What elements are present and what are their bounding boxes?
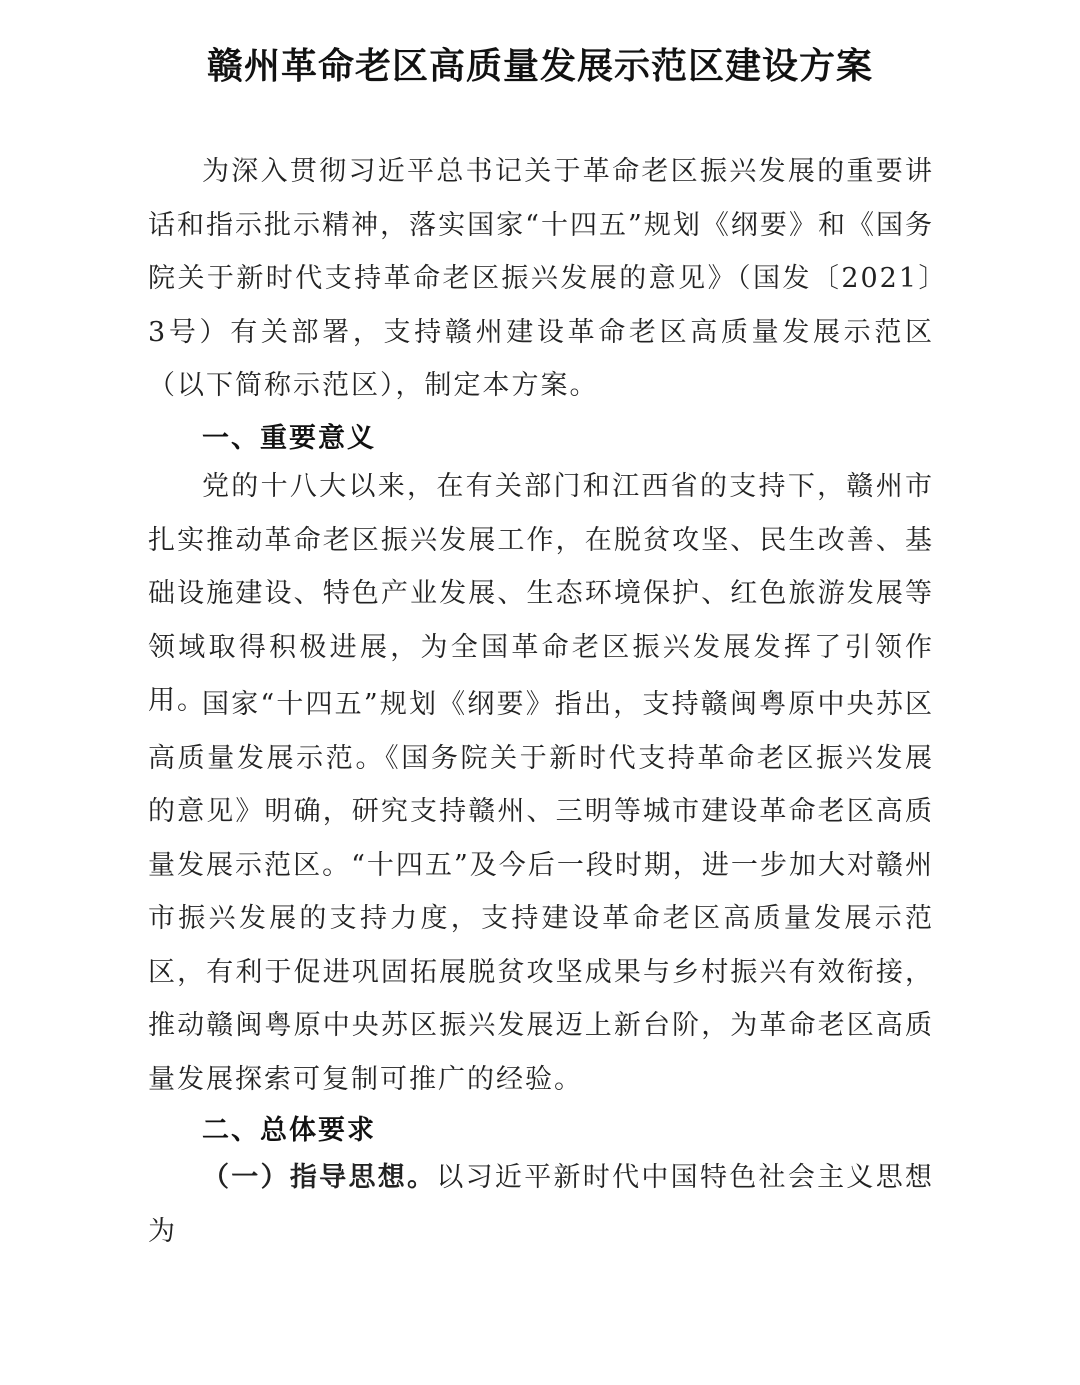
significance-paragraph-2: 国家“十四五”规划《纲要》指出，支持赣闽粤原中央苏区高质量发展示范。《国务院关于新时代支持革命老区振兴发展的意见》明确，研究支持赣州、三明等城市建设革命老区高质量发展示范区。“十四五”及今后一段时期，进一步加大对赣州市振兴发展的支持力度，支持建设革命老区高质量发展示范区，有利于促进巩固拓展脱贫攻坚成果与乡村振兴有效衔接，推动赣闽粤原中央苏区振兴发展迈上新台阶，为革命老区高质量发展探索可复制可推广的经验。 (148, 689, 934, 1095)
section-heading-significance: 一、重要意义 (202, 423, 376, 454)
guiding-thought-paragraph-block (148, 1151, 934, 1258)
guiding-thought-text: 以习近平新时代中国特色社会主义思想为 (148, 1162, 935, 1247)
intro-paragraph: 为深入贯彻习近平总书记关于革命老区振兴发展的重要讲话和指示批示精神，落实国家“十四五”规划《纲要》和《国务院关于新时代支持革命老区振兴发展的意见》（国发〔2021〕3号）有关部署，支持赣州建设革命老区高质量发展示范区（以下简称示范区），制定本方案。 (148, 156, 934, 401)
guiding-thought-label: （一）指导思想。 (202, 1162, 437, 1193)
document-title: 赣州革命老区高质量发展示范区建设方案 (206, 45, 873, 87)
significance-paragraph-2-block (148, 678, 934, 1106)
significance-paragraph-1: 党的十八大以来，在有关部门和江西省的支持下，赣州市扎实推动革命老区振兴发展工作，在脱贫攻坚、民生改善、基础设施建设、特色产业发展、生态环境保护、红色旅游发展等领域取得积极进展，为全国革命老区振兴发展发挥了引领作用。 (148, 471, 934, 716)
section-heading-general-requirements: 二、总体要求 (202, 1115, 376, 1146)
intro-paragraph-block (148, 145, 934, 413)
guiding-thought-paragraph (148, 1151, 934, 1258)
